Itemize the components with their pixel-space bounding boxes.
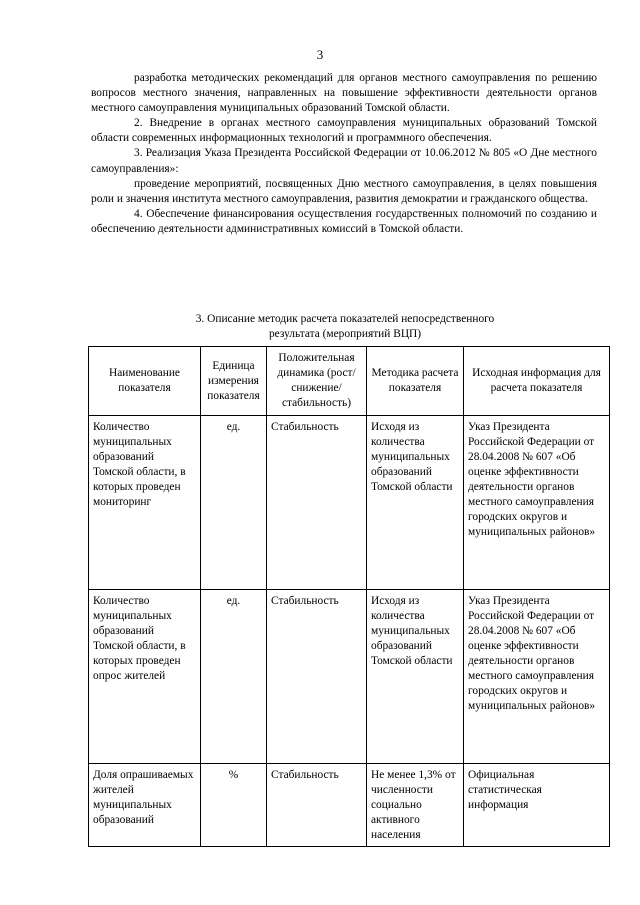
header-cell-method: Методика расчета показателя: [367, 347, 464, 416]
header-cell-source: Исходная информация для расчета показателя: [464, 347, 610, 416]
paragraph: 4. Обеспечение финансирования осуществления государственных полномочий по созданию и обеспечению деятельности административных комиссий в Томской области.: [91, 207, 597, 235]
table-header-row: [89, 347, 610, 416]
cell-unit: ед.: [201, 416, 267, 590]
cell-source: Указ Президента Российской Федерации от 28.04.2008 № 607 «Об оценке эффективности деятельности органов местного самоуправления городских округов и муниципальных районов»: [464, 416, 610, 590]
header-cell-dynamics: Положительная динамика (рост/снижение/ стабильность): [267, 347, 367, 416]
table-row: [89, 764, 610, 847]
paragraph: разработка методических рекомендаций для органов местного самоуправления по решению вопросов местного значения, направленных на повышение эффективности деятельности органов местного самоуправления муниципальных образований Томской области.: [91, 72, 597, 115]
cell-method: Исходя из количества муниципальных образований Томской области: [367, 416, 464, 590]
cell-name: Количество муниципальных образований Томской области, в которых проведен мониторинг: [89, 416, 201, 590]
table-caption-line: результата (мероприятий ВЦП): [268, 328, 422, 340]
paragraph: 2. Внедрение в органах местного самоуправления муниципальных образований Томской области современных информационных технологий и программного обеспечения.: [91, 117, 597, 145]
table-row: [89, 416, 610, 590]
cell-dynamics: Стабильность: [267, 416, 367, 590]
table-row: [89, 590, 610, 764]
cell-source: Официальная статистическая информация: [464, 764, 610, 847]
page-number: 3: [316, 47, 324, 62]
cell-name: Количество муниципальных образований Томской области, в которых проведен опрос жителей: [89, 590, 201, 764]
body-text: [91, 71, 597, 237]
table-caption-line: 3. Описание методик расчета показателей непосредственного: [195, 313, 495, 325]
cell-dynamics: Стабильность: [267, 764, 367, 847]
paragraph: 3. Реализация Указа Президента Российской Федерации от 10.06.2012 № 805 «О Дне местного самоуправления»:: [91, 147, 597, 175]
header-cell-name: Наименование показателя: [89, 347, 201, 416]
paragraph: проведение мероприятий, посвященных Дню местного самоуправления, в целях повышения роли и значения института местного самоуправления, развития демократии и гражданского общества.: [91, 177, 597, 205]
cell-unit: ед.: [201, 590, 267, 764]
cell-unit: %: [201, 764, 267, 847]
indicators-table: [88, 346, 610, 847]
cell-source: Указ Президента Российской Федерации от 28.04.2008 № 607 «Об оценке эффективности деятельности органов местного самоуправления городских округов и муниципальных районов»: [464, 590, 610, 764]
cell-method: Исходя из количества муниципальных образований Томской области: [367, 590, 464, 764]
cell-method: Не менее 1,3% от численности социально активного населения: [367, 764, 464, 847]
header-cell-unit: Единица измерения показателя: [201, 347, 267, 416]
cell-name: Доля опрашиваемых жителей муниципальных образований: [89, 764, 201, 847]
cell-dynamics: Стабильность: [267, 590, 367, 764]
table-caption: [150, 312, 540, 342]
